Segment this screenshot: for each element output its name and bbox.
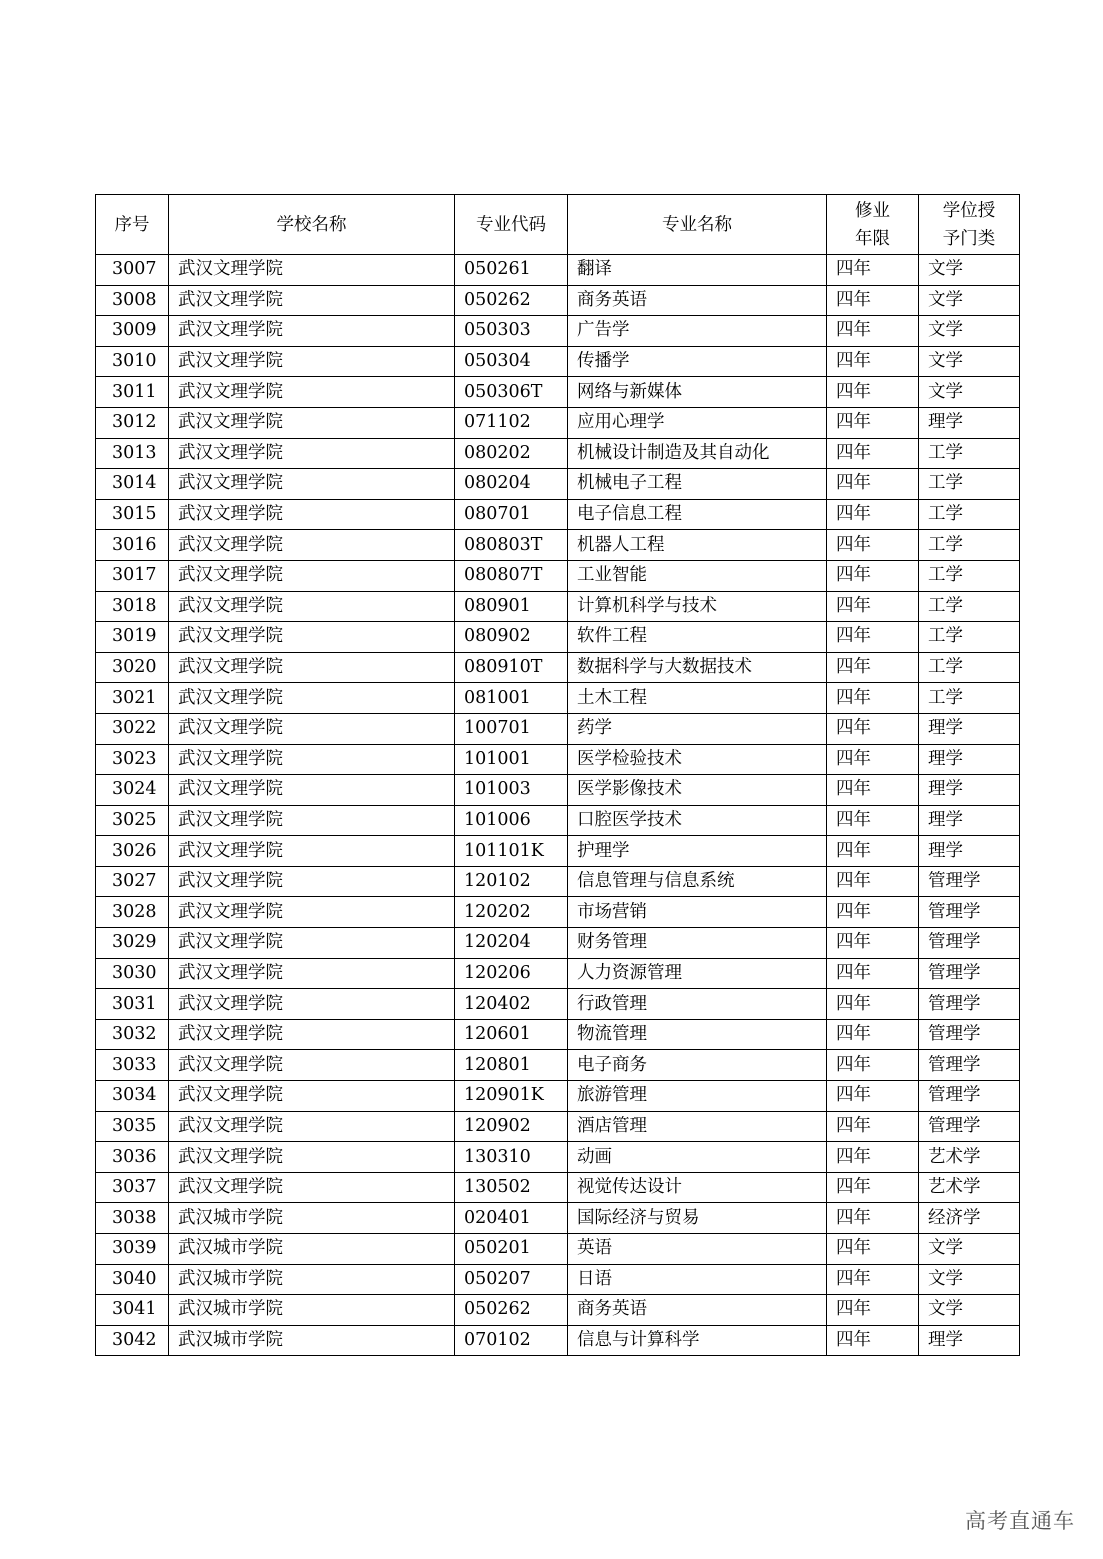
table-row <box>96 407 1020 438</box>
cell-code: 050201 <box>455 1234 568 1265</box>
table-row <box>96 1203 1020 1234</box>
cell-seq: 3029 <box>96 928 169 959</box>
cell-seq: 3042 <box>96 1325 169 1356</box>
cell-school: 武汉文理学院 <box>169 866 455 897</box>
cell-duration: 四年 <box>827 652 919 683</box>
cell-code: 100701 <box>455 713 568 744</box>
cell-major: 土木工程 <box>568 683 827 714</box>
cell-degree: 管理学 <box>919 928 1020 959</box>
cell-school: 武汉文理学院 <box>169 255 455 286</box>
cell-degree: 管理学 <box>919 866 1020 897</box>
table-row <box>96 285 1020 316</box>
cell-code: 050303 <box>455 316 568 347</box>
table-row <box>96 622 1020 653</box>
cell-code: 050262 <box>455 1295 568 1326</box>
cell-school: 武汉文理学院 <box>169 805 455 836</box>
cell-school: 武汉文理学院 <box>169 713 455 744</box>
cell-degree: 文学 <box>919 1234 1020 1265</box>
cell-school: 武汉文理学院 <box>169 407 455 438</box>
cell-school: 武汉文理学院 <box>169 836 455 867</box>
cell-duration: 四年 <box>827 805 919 836</box>
table-row <box>96 377 1020 408</box>
cell-duration: 四年 <box>827 255 919 286</box>
cell-seq: 3015 <box>96 499 169 530</box>
table-row <box>96 1264 1020 1295</box>
header-school: 学校名称 <box>169 195 455 255</box>
cell-degree: 理学 <box>919 744 1020 775</box>
cell-duration: 四年 <box>827 560 919 591</box>
table-row <box>96 989 1020 1020</box>
cell-degree: 文学 <box>919 346 1020 377</box>
cell-school: 武汉文理学院 <box>169 1050 455 1081</box>
table-row <box>96 836 1020 867</box>
cell-seq: 3010 <box>96 346 169 377</box>
cell-seq: 3027 <box>96 866 169 897</box>
cell-degree: 管理学 <box>919 1019 1020 1050</box>
cell-seq: 3040 <box>96 1264 169 1295</box>
cell-major: 酒店管理 <box>568 1111 827 1142</box>
cell-major: 英语 <box>568 1234 827 1265</box>
cell-seq: 3021 <box>96 683 169 714</box>
cell-major: 翻译 <box>568 255 827 286</box>
cell-duration: 四年 <box>827 866 919 897</box>
cell-duration: 四年 <box>827 958 919 989</box>
cell-code: 050207 <box>455 1264 568 1295</box>
cell-code: 120801 <box>455 1050 568 1081</box>
cell-duration: 四年 <box>827 683 919 714</box>
table-row <box>96 499 1020 530</box>
watermark-text: 高考直通车 <box>965 1509 1075 1533</box>
cell-seq: 3023 <box>96 744 169 775</box>
cell-duration: 四年 <box>827 316 919 347</box>
cell-duration: 四年 <box>827 1142 919 1173</box>
cell-seq: 3028 <box>96 897 169 928</box>
cell-school: 武汉文理学院 <box>169 469 455 500</box>
cell-major: 药学 <box>568 713 827 744</box>
cell-seq: 3030 <box>96 958 169 989</box>
cell-seq: 3035 <box>96 1111 169 1142</box>
cell-school: 武汉文理学院 <box>169 958 455 989</box>
cell-major: 医学检验技术 <box>568 744 827 775</box>
cell-degree: 艺术学 <box>919 1142 1020 1173</box>
cell-code: 050261 <box>455 255 568 286</box>
cell-seq: 3022 <box>96 713 169 744</box>
cell-duration: 四年 <box>827 346 919 377</box>
cell-school: 武汉文理学院 <box>169 438 455 469</box>
table-row <box>96 1142 1020 1173</box>
cell-seq: 3017 <box>96 560 169 591</box>
table-row <box>96 775 1020 806</box>
cell-seq: 3007 <box>96 255 169 286</box>
cell-duration: 四年 <box>827 1203 919 1234</box>
cell-duration: 四年 <box>827 591 919 622</box>
cell-duration: 四年 <box>827 285 919 316</box>
cell-major: 行政管理 <box>568 989 827 1020</box>
cell-school: 武汉文理学院 <box>169 316 455 347</box>
cell-seq: 3032 <box>96 1019 169 1050</box>
cell-seq: 3026 <box>96 836 169 867</box>
cell-major: 工业智能 <box>568 560 827 591</box>
cell-major: 数据科学与大数据技术 <box>568 652 827 683</box>
cell-degree: 理学 <box>919 713 1020 744</box>
cell-degree: 理学 <box>919 775 1020 806</box>
cell-major: 口腔医学技术 <box>568 805 827 836</box>
table-row <box>96 1111 1020 1142</box>
cell-code: 050262 <box>455 285 568 316</box>
table-row <box>96 316 1020 347</box>
table-row <box>96 1081 1020 1112</box>
cell-code: 120601 <box>455 1019 568 1050</box>
cell-major: 机械电子工程 <box>568 469 827 500</box>
cell-duration: 四年 <box>827 499 919 530</box>
header-duration-line2: 年限 <box>855 228 890 249</box>
cell-seq: 3037 <box>96 1172 169 1203</box>
cell-code: 080803T <box>455 530 568 561</box>
table-row <box>96 591 1020 622</box>
cell-code: 130502 <box>455 1172 568 1203</box>
cell-school: 武汉城市学院 <box>169 1295 455 1326</box>
cell-seq: 3041 <box>96 1295 169 1326</box>
cell-degree: 理学 <box>919 407 1020 438</box>
cell-code: 130310 <box>455 1142 568 1173</box>
cell-degree: 管理学 <box>919 1081 1020 1112</box>
cell-code: 071102 <box>455 407 568 438</box>
cell-major: 软件工程 <box>568 622 827 653</box>
cell-duration: 四年 <box>827 1172 919 1203</box>
table-row <box>96 469 1020 500</box>
header-degree <box>919 195 1020 255</box>
header-degree-line1: 学位授 <box>942 200 996 221</box>
cell-duration: 四年 <box>827 377 919 408</box>
cell-school: 武汉文理学院 <box>169 1172 455 1203</box>
cell-duration: 四年 <box>827 713 919 744</box>
table-row <box>96 1295 1020 1326</box>
cell-duration: 四年 <box>827 897 919 928</box>
cell-duration: 四年 <box>827 1081 919 1112</box>
cell-school: 武汉文理学院 <box>169 683 455 714</box>
cell-duration: 四年 <box>827 1295 919 1326</box>
table-row <box>96 1172 1020 1203</box>
cell-major: 护理学 <box>568 836 827 867</box>
cell-duration: 四年 <box>827 407 919 438</box>
cell-degree: 工学 <box>919 560 1020 591</box>
cell-major: 广告学 <box>568 316 827 347</box>
table-row <box>96 652 1020 683</box>
table-header <box>96 195 1020 255</box>
cell-seq: 3018 <box>96 591 169 622</box>
cell-duration: 四年 <box>827 744 919 775</box>
cell-school: 武汉文理学院 <box>169 560 455 591</box>
cell-seq: 3033 <box>96 1050 169 1081</box>
cell-degree: 管理学 <box>919 1050 1020 1081</box>
cell-major: 视觉传达设计 <box>568 1172 827 1203</box>
cell-duration: 四年 <box>827 1019 919 1050</box>
cell-degree: 管理学 <box>919 1111 1020 1142</box>
cell-seq: 3031 <box>96 989 169 1020</box>
cell-seq: 3008 <box>96 285 169 316</box>
cell-school: 武汉城市学院 <box>169 1234 455 1265</box>
cell-school: 武汉文理学院 <box>169 285 455 316</box>
table-row <box>96 560 1020 591</box>
cell-major: 旅游管理 <box>568 1081 827 1112</box>
cell-code: 101003 <box>455 775 568 806</box>
cell-duration: 四年 <box>827 469 919 500</box>
cell-seq: 3024 <box>96 775 169 806</box>
table-row <box>96 1019 1020 1050</box>
cell-code: 080902 <box>455 622 568 653</box>
cell-school: 武汉文理学院 <box>169 1019 455 1050</box>
cell-code: 080807T <box>455 560 568 591</box>
cell-code: 101001 <box>455 744 568 775</box>
cell-major: 传播学 <box>568 346 827 377</box>
cell-degree: 文学 <box>919 1295 1020 1326</box>
cell-duration: 四年 <box>827 1325 919 1356</box>
cell-code: 050306T <box>455 377 568 408</box>
cell-duration: 四年 <box>827 1234 919 1265</box>
table-row <box>96 1234 1020 1265</box>
header-code: 专业代码 <box>455 195 568 255</box>
header-row <box>96 195 1020 255</box>
cell-seq: 3016 <box>96 530 169 561</box>
cell-major: 机器人工程 <box>568 530 827 561</box>
table-row <box>96 683 1020 714</box>
cell-major: 国际经济与贸易 <box>568 1203 827 1234</box>
cell-school: 武汉城市学院 <box>169 1325 455 1356</box>
cell-school: 武汉文理学院 <box>169 377 455 408</box>
cell-major: 财务管理 <box>568 928 827 959</box>
cell-major: 信息与计算科学 <box>568 1325 827 1356</box>
cell-major: 机械设计制造及其自动化 <box>568 438 827 469</box>
cell-major: 日语 <box>568 1264 827 1295</box>
table-row <box>96 958 1020 989</box>
table-row <box>96 438 1020 469</box>
table-row <box>96 255 1020 286</box>
cell-duration: 四年 <box>827 530 919 561</box>
cell-duration: 四年 <box>827 989 919 1020</box>
table-row <box>96 744 1020 775</box>
table-row <box>96 928 1020 959</box>
majors-table <box>95 194 1020 1356</box>
cell-major: 电子信息工程 <box>568 499 827 530</box>
header-duration <box>827 195 919 255</box>
cell-seq: 3036 <box>96 1142 169 1173</box>
table-row <box>96 713 1020 744</box>
table-row <box>96 805 1020 836</box>
cell-degree: 工学 <box>919 530 1020 561</box>
cell-duration: 四年 <box>827 775 919 806</box>
cell-code: 101006 <box>455 805 568 836</box>
cell-degree: 文学 <box>919 255 1020 286</box>
cell-duration: 四年 <box>827 622 919 653</box>
table-row <box>96 346 1020 377</box>
cell-degree: 工学 <box>919 438 1020 469</box>
cell-school: 武汉文理学院 <box>169 775 455 806</box>
cell-degree: 管理学 <box>919 958 1020 989</box>
cell-seq: 3039 <box>96 1234 169 1265</box>
cell-major: 商务英语 <box>568 285 827 316</box>
cell-degree: 文学 <box>919 377 1020 408</box>
cell-code: 120902 <box>455 1111 568 1142</box>
cell-code: 120204 <box>455 928 568 959</box>
table-row <box>96 1325 1020 1356</box>
cell-degree: 工学 <box>919 591 1020 622</box>
cell-seq: 3013 <box>96 438 169 469</box>
cell-duration: 四年 <box>827 836 919 867</box>
cell-code: 101101K <box>455 836 568 867</box>
cell-degree: 文学 <box>919 1264 1020 1295</box>
cell-school: 武汉文理学院 <box>169 989 455 1020</box>
cell-duration: 四年 <box>827 1050 919 1081</box>
cell-major: 动画 <box>568 1142 827 1173</box>
header-major: 专业名称 <box>568 195 827 255</box>
cell-degree: 工学 <box>919 622 1020 653</box>
cell-code: 020401 <box>455 1203 568 1234</box>
cell-seq: 3009 <box>96 316 169 347</box>
cell-degree: 经济学 <box>919 1203 1020 1234</box>
cell-seq: 3020 <box>96 652 169 683</box>
cell-seq: 3012 <box>96 407 169 438</box>
cell-duration: 四年 <box>827 928 919 959</box>
cell-code: 050304 <box>455 346 568 377</box>
cell-major: 人力资源管理 <box>568 958 827 989</box>
cell-major: 网络与新媒体 <box>568 377 827 408</box>
cell-degree: 理学 <box>919 1325 1020 1356</box>
cell-major: 信息管理与信息系统 <box>568 866 827 897</box>
cell-school: 武汉文理学院 <box>169 897 455 928</box>
cell-degree: 文学 <box>919 316 1020 347</box>
cell-degree: 文学 <box>919 285 1020 316</box>
header-seq: 序号 <box>96 195 169 255</box>
cell-degree: 管理学 <box>919 989 1020 1020</box>
table-row <box>96 897 1020 928</box>
cell-school: 武汉城市学院 <box>169 1264 455 1295</box>
cell-duration: 四年 <box>827 1111 919 1142</box>
cell-seq: 3019 <box>96 622 169 653</box>
cell-school: 武汉文理学院 <box>169 652 455 683</box>
cell-code: 080202 <box>455 438 568 469</box>
cell-degree: 艺术学 <box>919 1172 1020 1203</box>
cell-code: 120901K <box>455 1081 568 1112</box>
cell-school: 武汉文理学院 <box>169 1081 455 1112</box>
cell-code: 120202 <box>455 897 568 928</box>
cell-school: 武汉文理学院 <box>169 622 455 653</box>
cell-school: 武汉文理学院 <box>169 499 455 530</box>
cell-major: 医学影像技术 <box>568 775 827 806</box>
cell-seq: 3025 <box>96 805 169 836</box>
cell-code: 120402 <box>455 989 568 1020</box>
cell-seq: 3034 <box>96 1081 169 1112</box>
cell-major: 计算机科学与技术 <box>568 591 827 622</box>
cell-major: 电子商务 <box>568 1050 827 1081</box>
cell-degree: 理学 <box>919 805 1020 836</box>
cell-code: 081001 <box>455 683 568 714</box>
cell-school: 武汉文理学院 <box>169 928 455 959</box>
cell-code: 080204 <box>455 469 568 500</box>
header-degree-line2: 予门类 <box>942 228 996 249</box>
cell-school: 武汉文理学院 <box>169 591 455 622</box>
cell-code: 080701 <box>455 499 568 530</box>
cell-seq: 3038 <box>96 1203 169 1234</box>
table-body <box>96 255 1020 1356</box>
cell-degree: 工学 <box>919 652 1020 683</box>
cell-code: 070102 <box>455 1325 568 1356</box>
table-row <box>96 1050 1020 1081</box>
header-duration-line1: 修业 <box>855 200 890 221</box>
cell-school: 武汉文理学院 <box>169 346 455 377</box>
cell-code: 120102 <box>455 866 568 897</box>
cell-degree: 管理学 <box>919 897 1020 928</box>
cell-duration: 四年 <box>827 1264 919 1295</box>
cell-major: 市场营销 <box>568 897 827 928</box>
cell-school: 武汉文理学院 <box>169 1111 455 1142</box>
table-row <box>96 530 1020 561</box>
cell-degree: 工学 <box>919 499 1020 530</box>
cell-code: 080901 <box>455 591 568 622</box>
cell-school: 武汉文理学院 <box>169 530 455 561</box>
cell-school: 武汉城市学院 <box>169 1203 455 1234</box>
cell-major: 应用心理学 <box>568 407 827 438</box>
cell-major: 物流管理 <box>568 1019 827 1050</box>
cell-seq: 3014 <box>96 469 169 500</box>
cell-degree: 工学 <box>919 469 1020 500</box>
table-row <box>96 866 1020 897</box>
cell-school: 武汉文理学院 <box>169 744 455 775</box>
cell-duration: 四年 <box>827 438 919 469</box>
cell-seq: 3011 <box>96 377 169 408</box>
cell-school: 武汉文理学院 <box>169 1142 455 1173</box>
cell-major: 商务英语 <box>568 1295 827 1326</box>
cell-degree: 理学 <box>919 836 1020 867</box>
cell-degree: 工学 <box>919 683 1020 714</box>
cell-code: 120206 <box>455 958 568 989</box>
cell-code: 080910T <box>455 652 568 683</box>
